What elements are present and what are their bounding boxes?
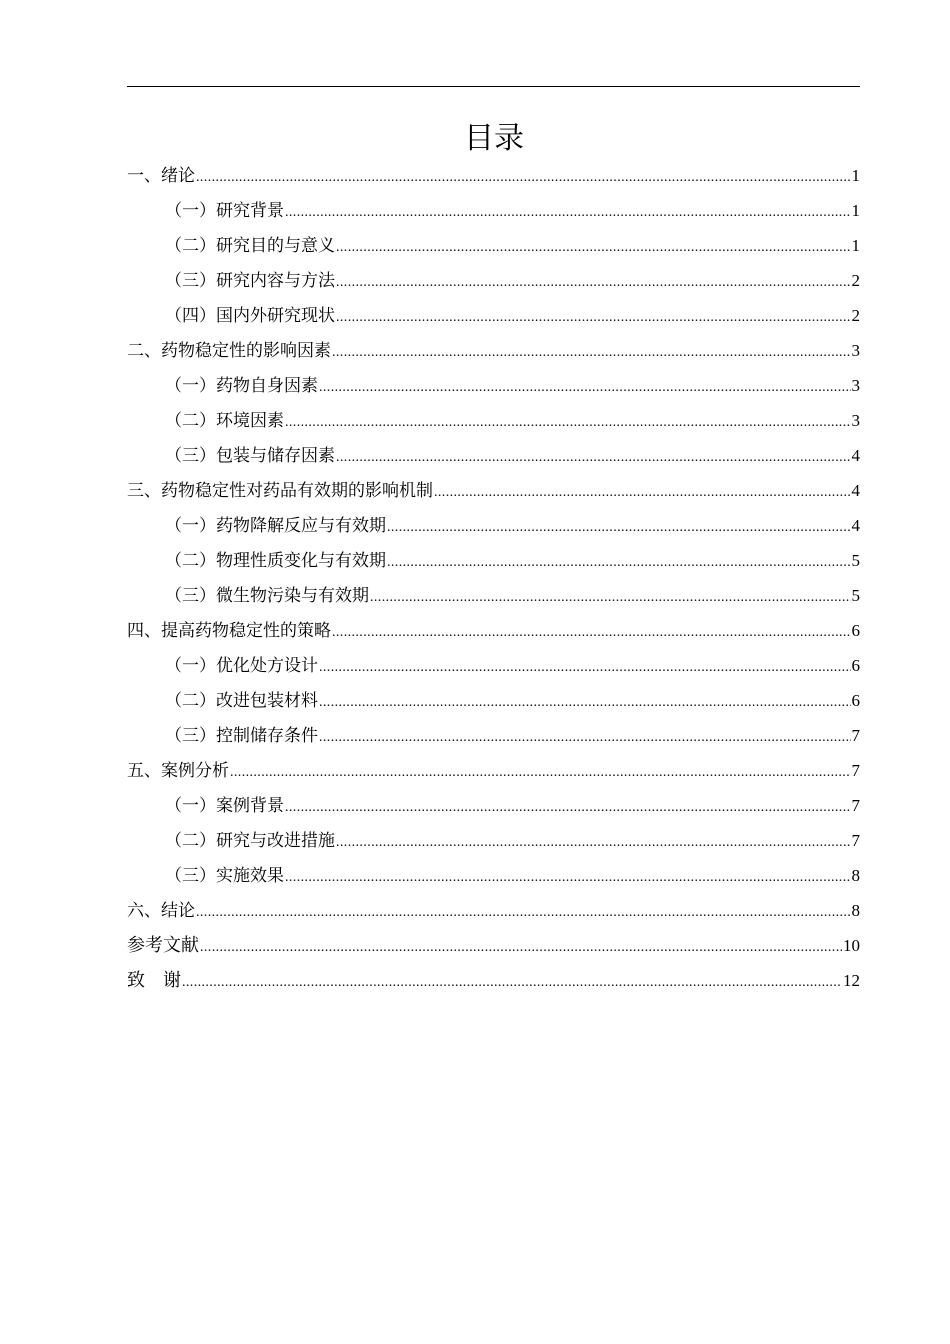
toc-page-number: 8 xyxy=(851,901,860,920)
toc-page-number: 7 xyxy=(851,761,860,780)
toc-page-number: 12 xyxy=(843,971,860,990)
toc-dot-leader xyxy=(285,405,851,440)
toc-entry-label: （一）药物降解反应与有效期 xyxy=(165,516,386,536)
toc-entry[interactable] xyxy=(127,263,860,298)
toc-dot-leader xyxy=(230,755,851,790)
toc-entry-label: （三）包装与储存因素 xyxy=(165,446,335,466)
toc-entry-label: 参考文献 xyxy=(127,935,199,955)
toc-entry-label: （二）改进包装材料 xyxy=(165,691,318,711)
toc-entry-label: （一）研究背景 xyxy=(165,201,284,221)
toc-entry[interactable] xyxy=(127,578,860,613)
toc-dot-leader xyxy=(285,195,851,230)
toc-entry[interactable] xyxy=(127,508,860,543)
toc-entry-label: （三）控制储存条件 xyxy=(165,726,318,746)
toc-entry[interactable] xyxy=(127,543,860,578)
toc-dot-leader xyxy=(200,930,842,965)
toc-page-number: 3 xyxy=(851,376,860,395)
toc-dot-leader xyxy=(336,265,851,300)
toc-entry-label: （一）药物自身因素 xyxy=(165,376,318,396)
toc-page-number: 7 xyxy=(851,726,860,745)
toc-page-number: 4 xyxy=(851,481,860,500)
toc-entry[interactable] xyxy=(127,753,860,788)
toc-entry[interactable] xyxy=(127,158,860,193)
toc-entry-label: 三、药物稳定性对药品有效期的影响机制 xyxy=(127,481,433,501)
toc-entry[interactable] xyxy=(127,893,860,928)
toc-entry-label: （四）国内外研究现状 xyxy=(165,306,335,326)
toc-entry-label: （三）研究内容与方法 xyxy=(165,271,335,291)
header-rule xyxy=(127,86,860,87)
toc-dot-leader xyxy=(285,860,851,895)
toc-page-number: 4 xyxy=(851,446,860,465)
toc-dot-leader xyxy=(319,650,851,685)
toc-entry-label: （三）实施效果 xyxy=(165,866,284,886)
toc-entry[interactable] xyxy=(127,858,860,893)
toc-entry[interactable] xyxy=(127,403,860,438)
toc-dot-leader xyxy=(336,440,851,475)
toc-page-number: 3 xyxy=(851,341,860,360)
toc-dot-leader xyxy=(196,160,851,195)
toc-entry[interactable] xyxy=(127,613,860,648)
toc-entry[interactable] xyxy=(127,683,860,718)
toc-entry-label: 五、案例分析 xyxy=(127,761,229,781)
toc-page-number: 3 xyxy=(851,411,860,430)
toc-entry-label: （一）优化处方设计 xyxy=(165,656,318,676)
toc-page-number: 1 xyxy=(851,201,860,220)
toc-dot-leader xyxy=(434,475,851,510)
toc-entry-label: 二、药物稳定性的影响因素 xyxy=(127,341,331,361)
toc-entry-label: （二）研究与改进措施 xyxy=(165,831,335,851)
toc-entry[interactable] xyxy=(127,228,860,263)
toc-entry[interactable] xyxy=(127,473,860,508)
toc-entry[interactable] xyxy=(127,648,860,683)
toc-page-number: 1 xyxy=(851,166,860,185)
toc-entry-label: （二）物理性质变化与有效期 xyxy=(165,551,386,571)
toc-entry[interactable] xyxy=(127,788,860,823)
toc-entry[interactable] xyxy=(127,438,860,473)
page-title: 目录 xyxy=(464,121,524,156)
toc-entry[interactable] xyxy=(127,823,860,858)
toc-entry-label: （二）研究目的与意义 xyxy=(165,236,335,256)
toc-page-number: 4 xyxy=(851,516,860,535)
toc-page-number: 5 xyxy=(851,586,860,605)
toc-entry[interactable] xyxy=(127,298,860,333)
toc-dot-leader xyxy=(332,335,851,370)
toc-entry[interactable] xyxy=(127,193,860,228)
toc-dot-leader xyxy=(319,720,851,755)
toc-dot-leader xyxy=(319,370,851,405)
toc-entry-label: （一）案例背景 xyxy=(165,796,284,816)
toc-page-number: 6 xyxy=(851,691,860,710)
toc-dot-leader xyxy=(387,545,851,580)
toc-dot-leader xyxy=(319,685,851,720)
toc-entry-label: （三）微生物污染与有效期 xyxy=(165,586,369,606)
toc-entry-label: （二）环境因素 xyxy=(165,411,284,431)
toc-dot-leader xyxy=(336,230,851,265)
toc-page-number: 2 xyxy=(851,306,860,325)
toc-dot-leader xyxy=(387,510,851,545)
toc-entry-label: 一、绪论 xyxy=(127,166,195,186)
toc-page-number: 5 xyxy=(851,551,860,570)
toc-entry[interactable] xyxy=(127,718,860,753)
toc-dot-leader xyxy=(196,895,851,930)
table-of-contents xyxy=(127,158,860,998)
toc-entry-label: 致 谢 xyxy=(127,970,181,990)
toc-dot-leader xyxy=(285,790,851,825)
toc-page-number: 6 xyxy=(851,656,860,675)
toc-entry[interactable] xyxy=(127,333,860,368)
toc-entry-label: 六、结论 xyxy=(127,901,195,921)
toc-page-number: 6 xyxy=(851,621,860,640)
toc-page-number: 1 xyxy=(851,236,860,255)
toc-entry[interactable] xyxy=(127,928,860,963)
toc-entry[interactable] xyxy=(127,963,860,998)
toc-entry[interactable] xyxy=(127,368,860,403)
toc-page-number: 10 xyxy=(843,936,860,955)
toc-dot-leader xyxy=(182,965,842,1000)
toc-dot-leader xyxy=(332,615,851,650)
toc-dot-leader xyxy=(370,580,851,615)
toc-page-number: 8 xyxy=(851,866,860,885)
toc-entry-label: 四、提高药物稳定性的策略 xyxy=(127,621,331,641)
toc-dot-leader xyxy=(336,300,851,335)
toc-page-number: 7 xyxy=(851,796,860,815)
toc-page-number: 7 xyxy=(851,831,860,850)
toc-page-number: 2 xyxy=(851,271,860,290)
toc-dot-leader xyxy=(336,825,851,860)
